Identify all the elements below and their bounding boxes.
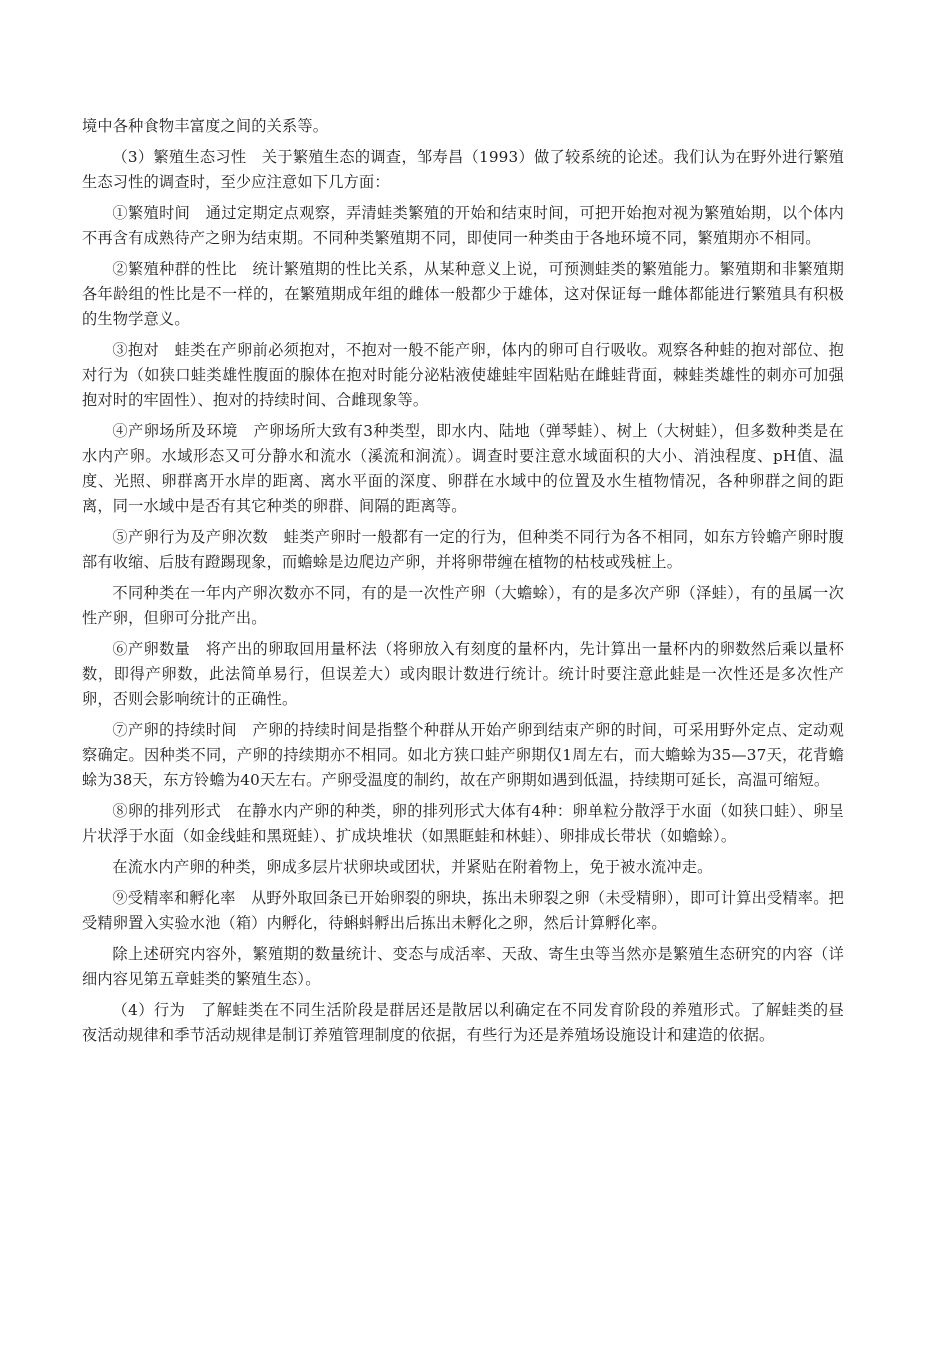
paragraph-other-content: 除上述研究内容外，繁殖期的数量统计、变态与成活率、天敌、寄生虫等当然亦是繁殖生态研究的内容（详细内容见第五章蛙类的繁殖生态）。 [82,945,844,988]
paragraph-spawning-behavior: ⑤产卵行为及产卵次数 蛙类产卵时一般都有一定的行为，但种类不同行为各不相同，如东方铃蟾产卵时腹部有收缩、后肢有蹬踢现象，而蟾蜍是边爬边产卵，并将卵带缠在植物的枯枝或残桩上。 [82,528,844,571]
paragraph-spawning-site: ④产卵场所及环境 产卵场所大致有3种类型，即水内、陆地（弹琴蛙）、树上（大树蛙），但多数种类是在水内产卵。水域形态又可分静水和流水（溪流和涧流）。调查时要注意水域面积的大小、消浊程度、pH值、温度、光照、卵群离开水岸的距离、离水平面的深度、卵群在水域中的位置及水生植物情况，各种卵群之间的距离，同一水域中是否有其它种类的卵群、间隔的距离等。 [82,422,844,515]
paragraph-continuation: 境中各种食物丰富度之间的关系等。 [82,117,329,135]
paragraph-spawning-frequency: 不同种类在一年内产卵次数亦不同，有的是一次性产卵（大蟾蜍），有的是多次产卵（泽蛙），有的虽属一次性产卵，但卵可分批产出。 [82,584,844,627]
paragraph-breeding-ecology-intro: （3）繁殖生态习性 关于繁殖生态的调查，邹寿昌（1993）做了较系统的论述。我们认为在野外进行繁殖生态习性的调查时，至少应注意如下几方面： [82,148,844,191]
document-page [82,114,844,1054]
paragraph-egg-arrangement: ⑧卵的排列形式 在静水内产卵的种类，卵的排列形式大体有4种：卵单粒分散浮于水面（如狭口蛙）、卵呈片状浮于水面（如金线蛙和黑斑蛙）、扩成块堆状（如黑眶蛙和林蛙）、卵排成长带状（如蟾蜍）。 [82,802,844,845]
paragraph-flowing-water: 在流水内产卵的种类，卵成多层片状卵块或团状，并紧贴在附着物上，免于被水流冲走。 [112,858,713,876]
paragraph-amplexus: ③抱对 蛙类在产卵前必须抱对，不抱对一般不能产卵，体内的卵可自行吸收。观察各种蛙的抱对部位、抱对行为（如狭口蛙类雄性腹面的腺体在抱对时能分泌粘液使雄蛙牢固粘贴在雌蛙背面，棘蛙类雄性的刺亦可加强抱对时的牢固性）、抱对的持续时间、合雌现象等。 [82,341,844,409]
paragraph-behavior: （4）行为 了解蛙类在不同生活阶段是群居还是散居以利确定在不同发育阶段的养殖形式。了解蛙类的昼夜活动规律和季节活动规律是制订养殖管理制度的依据，有些行为还是养殖场设施设计和建造的依据。 [82,1001,844,1044]
paragraph-sex-ratio: ②繁殖种群的性比 统计繁殖期的性比关系，从某种意义上说，可预测蛙类的繁殖能力。繁殖期和非繁殖期各年龄组的性比是不一样的，在繁殖期成年组的雌体一般都少于雄体，这对保证每一雌体都能进行繁殖具有积极的生物学意义。 [82,260,844,328]
paragraph-breeding-time: ①繁殖时间 通过定期定点观察，弄清蛙类繁殖的开始和结束时间，可把开始抱对视为繁殖始期，以个体内不再含有成熟待产之卵为结束期。不同种类繁殖期不同，即使同一种类由于各地环境不同，繁殖期亦不相同。 [82,204,844,247]
paragraph-egg-count: ⑥产卵数量 将产出的卵取回用量杯法（将卵放入有刻度的量杯内，先计算出一量杯内的卵数然后乘以量杯数，即得产卵数，此法简单易行，但误差大）或肉眼计数进行统计。统计时要注意此蛙是一次性还是多次性产卵，否则会影响统计的正确性。 [82,640,844,708]
paragraph-fertilization-rate: ⑨受精率和孵化率 从野外取回条已开始卵裂的卵块，拣出未卵裂之卵（未受精卵），即可计算出受精率。把受精卵置入实验水池（箱）内孵化，待蝌蚪孵出后拣出未孵化之卵，然后计算孵化率。 [82,889,844,932]
paragraph-spawning-duration: ⑦产卵的持续时间 产卵的持续时间是指整个种群从开始产卵到结束产卵的时间，可采用野外定点、定动观察确定。因种类不同，产卵的持续期亦不相同。如北方狭口蛙产卵期仅1周左右，而大蟾蜍为35—37天，花背蟾蜍为38天，东方铃蟾为40天左右。产卵受温度的制约，故在产卵期如遇到低温，持续期可延长，高温可缩短。 [82,721,844,789]
